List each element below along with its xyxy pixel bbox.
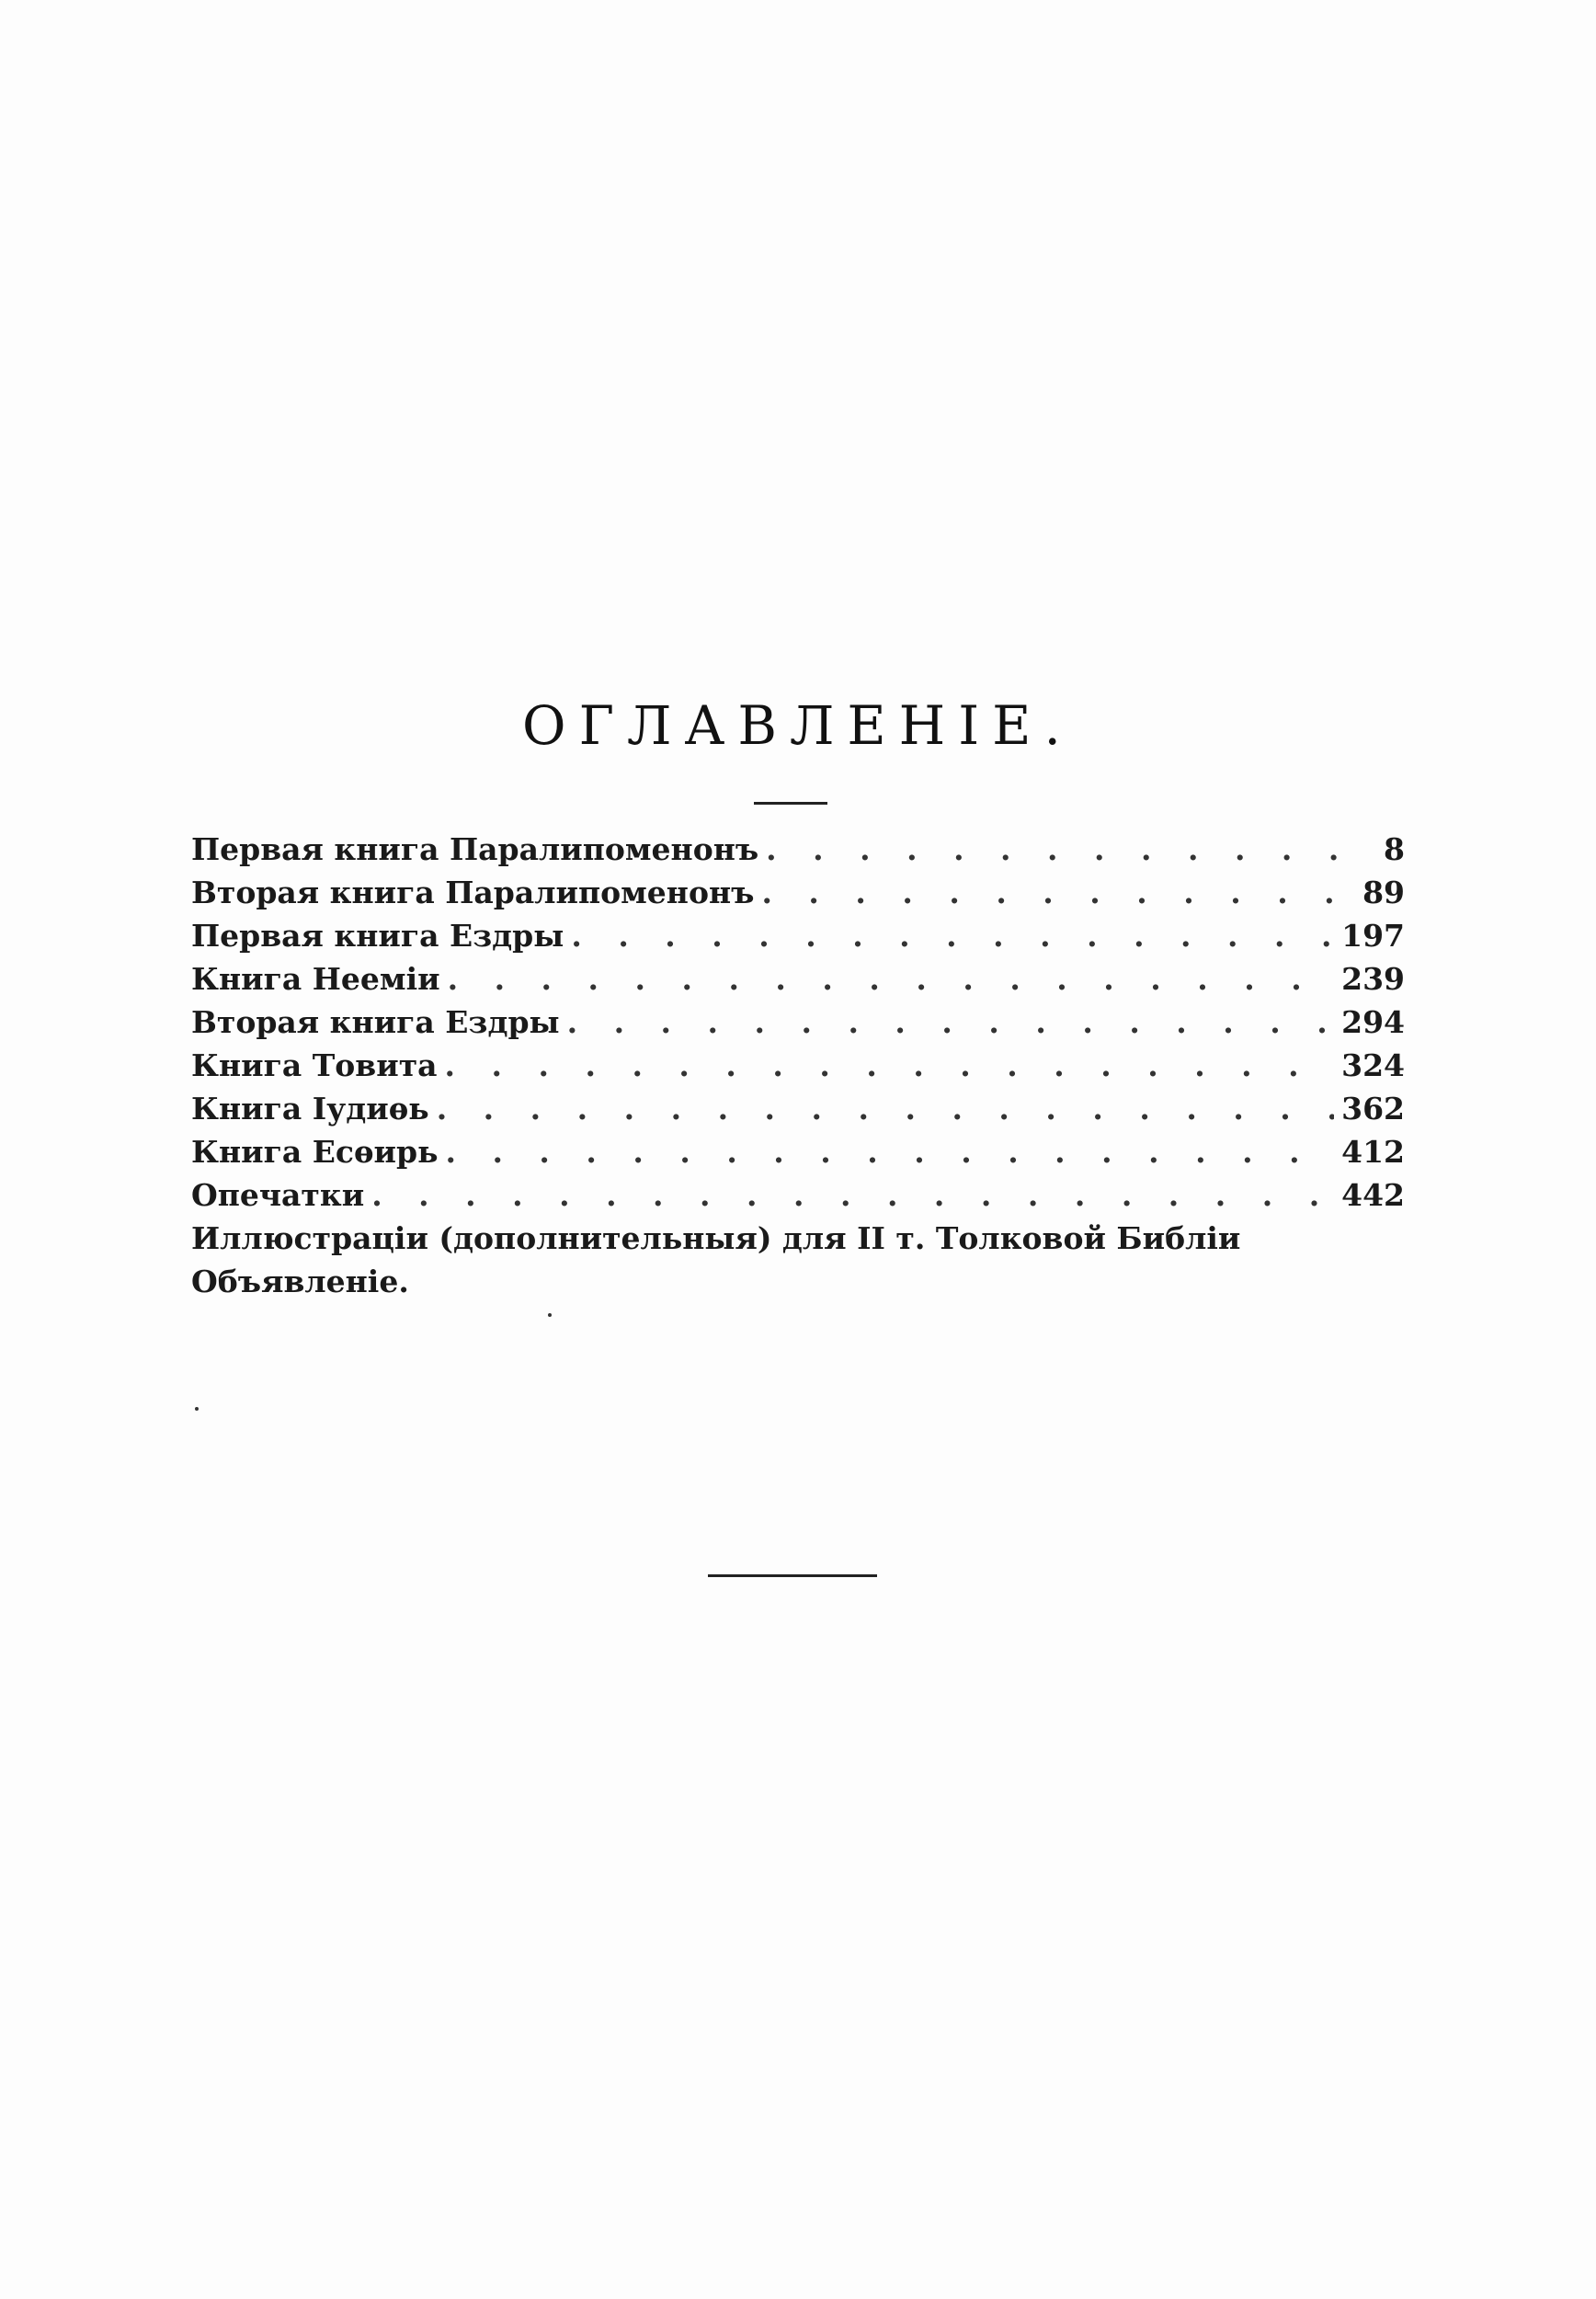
toc-entry-page: 8	[1384, 831, 1405, 867]
toc-entry	[191, 871, 1405, 914]
dot-leader	[445, 1130, 1334, 1173]
closing-rule	[708, 1574, 877, 1577]
toc-entry-page: 197	[1341, 918, 1405, 954]
dot-leader	[371, 1173, 1334, 1217]
toc-entry-page: 294	[1341, 1004, 1405, 1040]
toc-entry-title: Вторая книга Паралипоменонъ	[191, 875, 755, 910]
dot-leader	[766, 828, 1342, 871]
dot-leader	[445, 1044, 1335, 1087]
toc-entry	[191, 828, 1405, 871]
page-title: ОГЛАВЛЕНІЕ.	[522, 694, 1074, 757]
toc-entry-page: 239	[1341, 961, 1405, 997]
toc-entry	[191, 914, 1405, 957]
table-of-contents	[191, 828, 1405, 1303]
toc-entry-title: Книга Нееміи	[191, 961, 440, 997]
toc-entry	[191, 1087, 1405, 1130]
toc-entry-page: 442	[1341, 1177, 1405, 1213]
toc-entry-title: Книга Іудиѳь	[191, 1091, 429, 1127]
toc-entry	[191, 1044, 1405, 1087]
dot-leader	[567, 1001, 1335, 1044]
toc-entry	[191, 957, 1405, 1001]
dot-leader	[761, 871, 1342, 914]
toc-entry-title: Книга Товита	[191, 1047, 438, 1083]
toc-entry-title: Опечатки	[191, 1177, 365, 1213]
toc-entry	[191, 1130, 1405, 1173]
dot-leader	[437, 1087, 1334, 1130]
title-underline	[754, 802, 827, 805]
toc-entry-page: 412	[1341, 1134, 1405, 1170]
toc-entry-title: Вторая книга Ездры	[191, 1004, 560, 1040]
dot-leader	[448, 957, 1335, 1001]
toc-entry	[191, 1173, 1405, 1217]
toc-extra-line: Иллюстраціи (дополнительныя) для II т. Толковой Библіи	[191, 1220, 1241, 1256]
toc-entry-page: 89	[1362, 875, 1405, 910]
toc-entry-page: 362	[1341, 1091, 1405, 1127]
ink-speck	[548, 1313, 552, 1317]
toc-entry-title: Книга Есѳирь	[191, 1134, 439, 1170]
toc-entry-page: 324	[1341, 1047, 1405, 1083]
toc-entry-title: Первая книга Ездры	[191, 918, 564, 954]
dot-leader	[571, 914, 1334, 957]
toc-extra-line: Объявленіе.	[191, 1264, 409, 1299]
ink-speck	[195, 1407, 199, 1411]
toc-entry	[191, 1001, 1405, 1044]
toc-entry-title: Первая книга Паралипоменонъ	[191, 831, 759, 867]
